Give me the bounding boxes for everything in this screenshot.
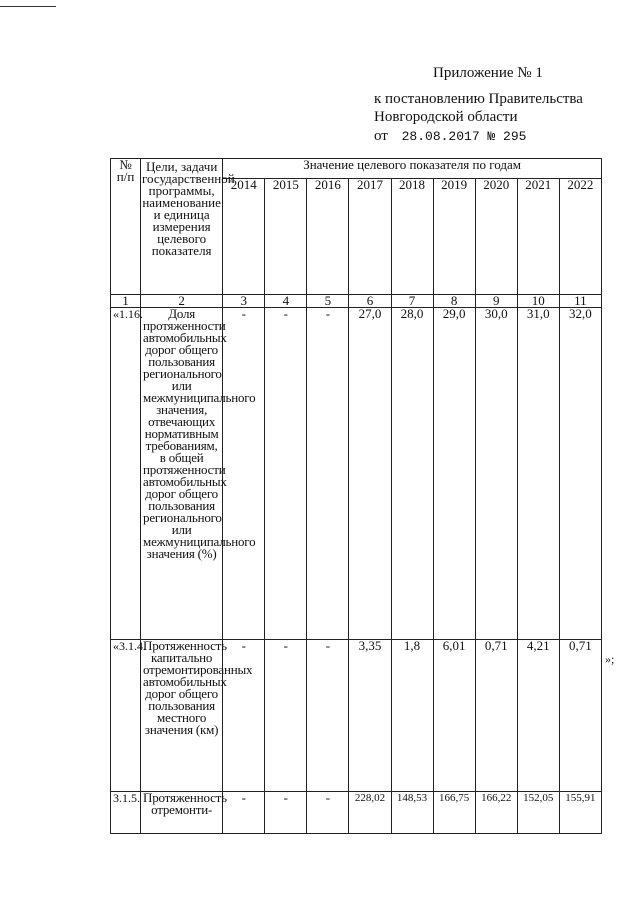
- year-2021: 2021: [517, 179, 559, 295]
- row-value: 148,53: [391, 792, 433, 834]
- header-num: № п/п: [111, 159, 141, 295]
- column-number: 5: [307, 295, 349, 308]
- row-value: 6,01: [433, 640, 475, 792]
- column-number: 6: [349, 295, 391, 308]
- row-value: 155,91: [559, 792, 601, 834]
- row-value: -: [307, 792, 349, 834]
- row-value: 0,71: [475, 640, 517, 792]
- year-2016: 2016: [307, 179, 349, 295]
- column-number: 10: [517, 295, 559, 308]
- row-index: «1.16.: [111, 308, 141, 640]
- row-value: -: [223, 308, 265, 640]
- year-2017: 2017: [349, 179, 391, 295]
- column-number: 11: [559, 295, 601, 308]
- header-values: Значение целевого показателя по годам: [223, 159, 602, 179]
- header-goals: Цели, задачи государственной программы, наименование и единица измерения целевого показателя: [141, 159, 223, 295]
- row-index: 3.1.5.: [111, 792, 141, 834]
- year-2020: 2020: [475, 179, 517, 295]
- row-value: 1,8: [391, 640, 433, 792]
- row-value: 166,22: [475, 792, 517, 834]
- row-value: 152,05: [517, 792, 559, 834]
- row-value: -: [265, 792, 307, 834]
- target-indicator-table: [110, 158, 602, 834]
- column-number: 8: [433, 295, 475, 308]
- header-line-1: к постановлению Правительства: [374, 91, 583, 107]
- row-value: -: [307, 640, 349, 792]
- date-value: 28.08.2017 № 295: [401, 129, 527, 144]
- row-description: Доля протяженности автомобильных дорог общего пользования регионального или межмуниципального значения, отвечающих нормативным требованиям, в общей протяженности автомобильных дорог общего пользования регионального или межмуниципального значения (%): [141, 308, 223, 640]
- header-line-2: Новгородской области: [374, 109, 518, 125]
- row-value: 28,0: [391, 308, 433, 640]
- year-2019: 2019: [433, 179, 475, 295]
- column-number: 7: [391, 295, 433, 308]
- table-row: [111, 792, 602, 834]
- row-value: -: [223, 640, 265, 792]
- row-value: -: [307, 308, 349, 640]
- year-2018: 2018: [391, 179, 433, 295]
- year-2015: 2015: [265, 179, 307, 295]
- row-value: 32,0: [559, 308, 601, 640]
- table-row: [111, 640, 602, 792]
- row-index: «3.1.4.: [111, 640, 141, 792]
- row-value: 166,75: [433, 792, 475, 834]
- row-value: 29,0: [433, 308, 475, 640]
- row-value: -: [265, 308, 307, 640]
- column-number: 2: [141, 295, 223, 308]
- year-2014: 2014: [223, 179, 265, 295]
- column-number: 3: [223, 295, 265, 308]
- row-value: 30,0: [475, 308, 517, 640]
- row-value: 31,0: [517, 308, 559, 640]
- row-description: Протяженность отремонти-: [141, 792, 223, 834]
- row-value: 3,35: [349, 640, 391, 792]
- table-row: [111, 308, 602, 640]
- column-number: 4: [265, 295, 307, 308]
- row-value: 228,02: [349, 792, 391, 834]
- row-value: -: [223, 792, 265, 834]
- row-description: Протяженность капитально отремонтированных автомобильных дорог общего пользования местного значения (км): [141, 640, 223, 792]
- date-line: [374, 127, 526, 146]
- row-value: 27,0: [349, 308, 391, 640]
- year-2022: 2022: [559, 179, 601, 295]
- row-value: 0,71: [559, 640, 601, 792]
- top-rule: [0, 6, 56, 7]
- column-number: 9: [475, 295, 517, 308]
- row-value: -: [265, 640, 307, 792]
- date-prefix: от: [374, 128, 388, 144]
- column-number: 1: [111, 295, 141, 308]
- closing-quote-mark: »;: [605, 652, 615, 666]
- row-value: 4,21: [517, 640, 559, 792]
- appendix-title: Приложение № 1: [433, 65, 543, 81]
